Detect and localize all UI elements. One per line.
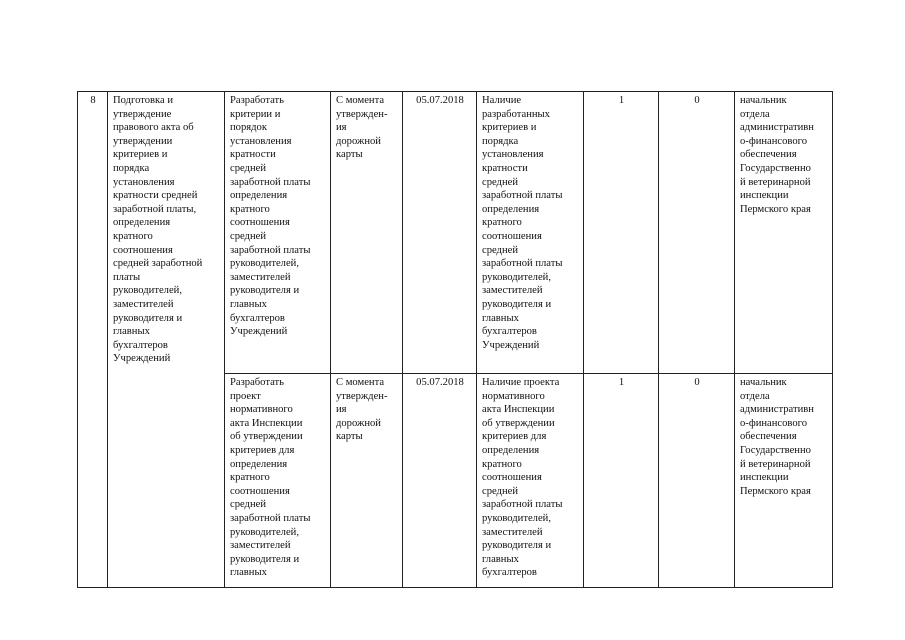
start-term-cell: С момента утвержден- ия дорожной карты	[331, 92, 403, 374]
task-description: Подготовка и утверждение правового акта об утверждении критериев и порядка установления кратности средней заработной платы, определения кратного соотношения средней заработной платы руководителей, заместителей руководителя и главных бухгалтеров Учреждений	[108, 92, 225, 588]
action-cell: Разработать проект нормативного акта Инспекции об утверждении критериев для определения кратного соотношения средней заработной платы руководителей, заместителей руководителя и главных	[225, 374, 331, 588]
current-value-cell: 0	[659, 374, 735, 588]
document-page	[77, 91, 832, 587]
responsible-cell: начальник отдела административн о-финансового обеспечения Государственно й ветеринарной инспекции Пермского края	[735, 374, 833, 588]
indicator-cell: Наличие проекта нормативного акта Инспекции об утверждении критериев для определения кратного соотношения средней заработной платы руководителей, заместителей руководителя и главных бухгалтеров	[477, 374, 584, 588]
roadmap-table	[77, 91, 833, 588]
responsible-cell: начальник отдела административн о-финансового обеспечения Государственно й ветеринарной инспекции Пермского края	[735, 92, 833, 374]
indicator-cell: Наличие разработанных критериев и порядка установления кратности средней заработной платы определения кратного соотношения средней заработной платы руководителей, заместителей руководителя и главных бухгалтеров Учреждений	[477, 92, 584, 374]
deadline-cell: 05.07.2018	[403, 92, 477, 374]
target-value-cell: 1	[584, 92, 659, 374]
target-value-cell: 1	[584, 374, 659, 588]
row-number: 8	[78, 92, 108, 588]
start-term-cell: С момента утвержден- ия дорожной карты	[331, 374, 403, 588]
action-cell: Разработать критерии и порядок установления кратности средней заработной платы определения кратного соотношения средней заработной платы руководителей, заместителей руководителя и главных бухгалтеров Учреждений	[225, 92, 331, 374]
current-value-cell: 0	[659, 92, 735, 374]
deadline-cell: 05.07.2018	[403, 374, 477, 588]
table-row	[78, 92, 833, 374]
